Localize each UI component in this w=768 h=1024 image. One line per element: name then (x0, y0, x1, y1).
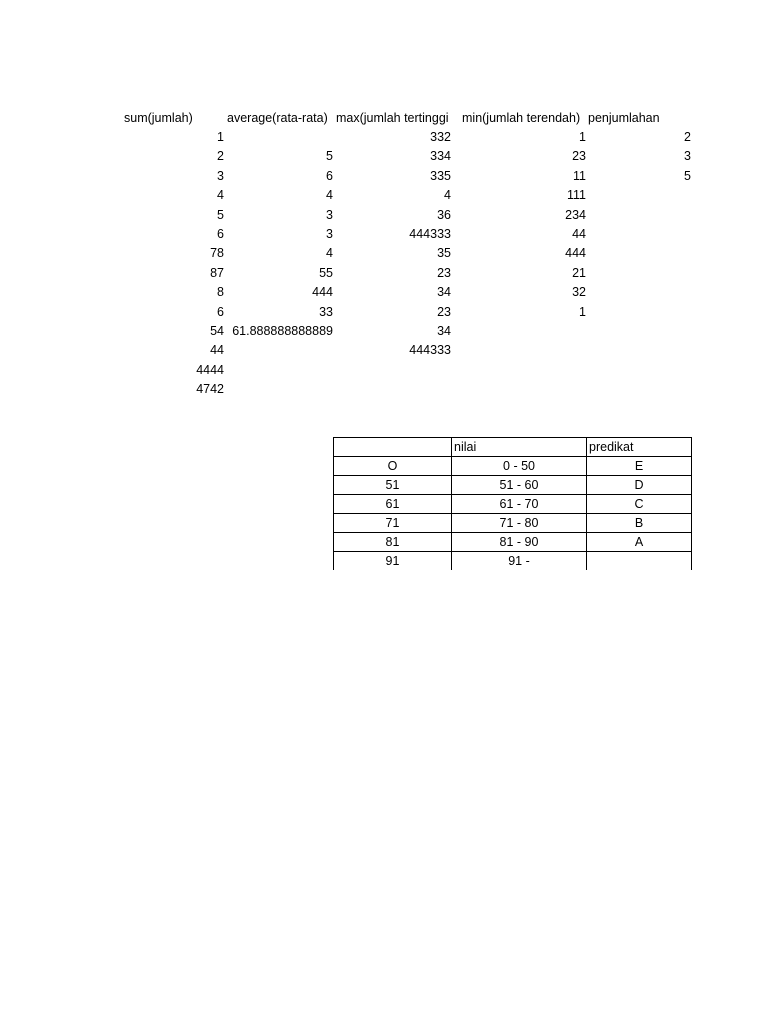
max-cell: 35 (437, 246, 451, 261)
grade-row (334, 533, 692, 552)
grade-cell: E (587, 457, 692, 476)
average-cell: 3 (326, 207, 333, 222)
min-cell: 23 (572, 149, 586, 164)
grade-header-cell: nilai (452, 438, 587, 457)
average-cell: 55 (319, 265, 333, 280)
average-cell: 5 (326, 149, 333, 164)
grade-header-row (334, 438, 692, 457)
header-average: average(rata-rata) (227, 111, 328, 125)
average-cell: 4 (326, 188, 333, 203)
min-cell: 11 (573, 168, 586, 183)
max-cell: 4 (444, 188, 451, 203)
grade-cell (587, 552, 692, 571)
average-cell: 6 (326, 168, 333, 183)
min-cell: 21 (572, 265, 586, 280)
penjumlahan-cell: 2 (684, 130, 691, 144)
grade-cell: A (587, 533, 692, 552)
max-cell: 332 (430, 130, 451, 144)
grade-cell: 61 - 70 (452, 495, 587, 514)
max-cell: 334 (430, 149, 451, 164)
min-cell: 1 (579, 304, 586, 319)
min-cell: 444 (565, 246, 586, 261)
grade-cell: 81 - 90 (452, 533, 587, 552)
max-cell: 34 (437, 285, 451, 300)
sum-cell: 44 (210, 343, 224, 358)
grade-cell: 61 (334, 495, 452, 514)
sum-cell: 78 (210, 246, 224, 261)
sum-cell: 3 (217, 168, 224, 183)
penjumlahan-cell: 5 (684, 168, 691, 183)
grade-row (334, 495, 692, 514)
min-cell: 32 (572, 285, 586, 300)
grade-cell: O (334, 457, 452, 476)
sum-cell: 8 (217, 285, 224, 300)
penjumlahan-cell: 3 (684, 149, 691, 164)
header-sum: sum(jumlah) (124, 111, 193, 125)
grade-cell: 81 (334, 533, 452, 552)
grade-header-cell: predikat (587, 438, 692, 457)
sum-cell: 5 (217, 207, 224, 222)
max-cell: 444333 (409, 227, 451, 241)
header-max: max(jumlah tertinggi (336, 111, 449, 125)
grade-row (334, 514, 692, 533)
average-cell: 61.888888888889 (232, 324, 333, 338)
grade-cell: 71 - 80 (452, 514, 587, 533)
min-cell: 1 (579, 130, 586, 144)
grade-cell: 91 - (452, 552, 587, 571)
max-cell: 23 (437, 304, 451, 319)
sum-cell: 54 (210, 324, 224, 338)
grade-cell: 51 (334, 476, 452, 495)
sum-cell: 1 (217, 130, 224, 144)
max-cell: 34 (437, 324, 451, 338)
grade-header-cell (334, 438, 452, 457)
sum-cell: 2 (217, 149, 224, 164)
grade-table (333, 437, 692, 570)
header-penjumlahan: penjumlahan (588, 111, 660, 125)
grade-cell: 0 - 50 (452, 457, 587, 476)
max-cell: 335 (430, 168, 451, 183)
min-cell: 111 (566, 188, 586, 203)
sum-cell: 4444 (196, 362, 224, 377)
sum-cell: 6 (217, 227, 224, 241)
average-cell: 33 (319, 304, 333, 319)
grade-cell: 91 (334, 552, 452, 571)
grade-row (334, 552, 692, 571)
grade-cell: 71 (334, 514, 452, 533)
sum-cell: 4 (217, 188, 224, 203)
average-cell: 4 (326, 246, 333, 261)
grade-cell: D (587, 476, 692, 495)
header-min: min(jumlah terendah) (462, 111, 581, 125)
average-cell: 444 (312, 285, 333, 300)
grade-row (334, 457, 692, 476)
min-cell: 234 (565, 207, 586, 222)
grade-row (334, 476, 692, 495)
grade-cell: B (587, 514, 692, 533)
max-cell: 23 (437, 265, 451, 280)
min-cell: 44 (572, 227, 586, 241)
grade-cell: 51 - 60 (452, 476, 587, 495)
sum-cell: 6 (217, 304, 224, 319)
max-cell: 444333 (409, 343, 451, 358)
max-cell: 36 (437, 207, 451, 222)
average-cell (226, 128, 333, 147)
grade-cell: C (587, 495, 692, 514)
average-cell: 3 (326, 227, 333, 241)
sum-cell: 4742 (196, 382, 224, 397)
sum-cell: 87 (210, 265, 224, 280)
